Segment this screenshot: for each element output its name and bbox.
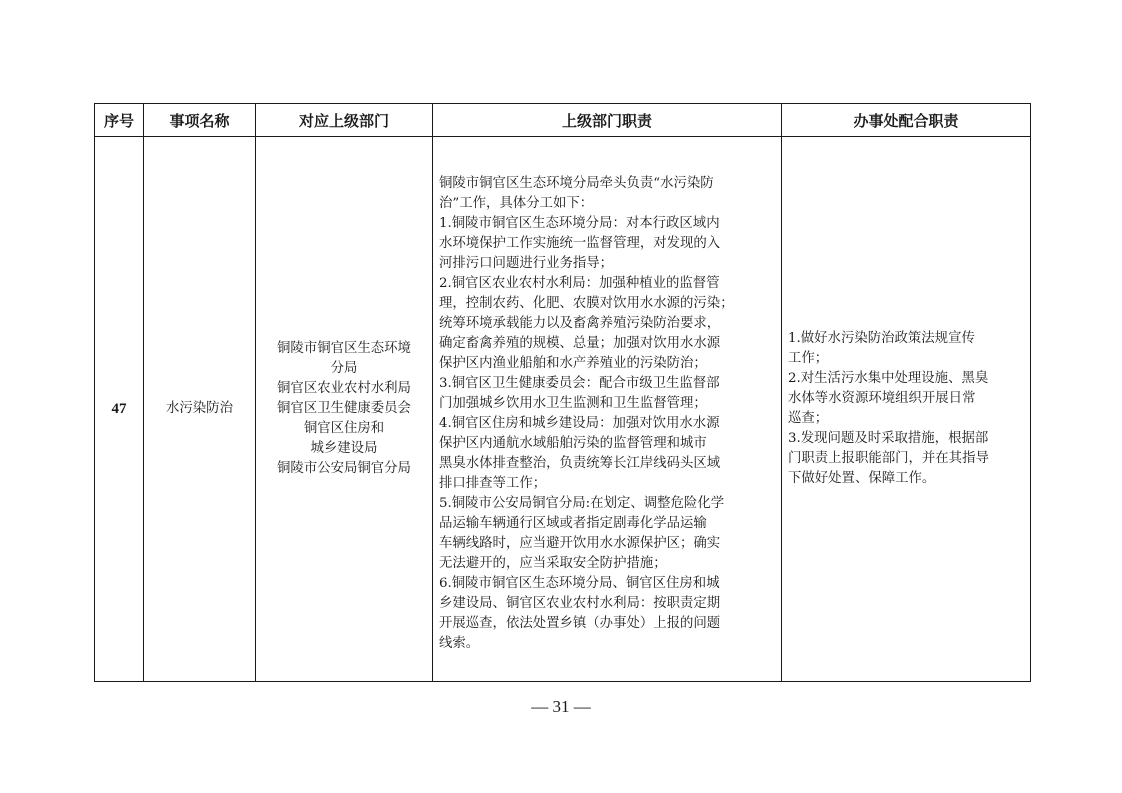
duty-line: 确定畜禽养殖的规模、总量；加强对饮用水水源 [439, 336, 721, 351]
department-line: 铜陵市公安局铜官分局 [277, 461, 411, 476]
duty-line: 品运输车辆通行区域或者指定剧毒化学品运输 [439, 516, 707, 531]
superior-duties-cell [433, 137, 782, 682]
duty-line: 黑臭水体排查整治，负责统筹长江岸线码头区域 [439, 456, 721, 471]
header-office-duties: 办事处配合职责 [782, 104, 1031, 137]
duty-line: 水环境保护工作实施统一监督管理，对发现的入 [439, 236, 721, 251]
item-name: 水污染防治 [144, 137, 256, 682]
office-duty-line: 3.发现问题及时采取措施，根据部 [788, 431, 989, 446]
department-line: 分局 [330, 361, 358, 376]
duty-line: 6.铜陵市铜官区生态环境分局、铜官区住房和城 [439, 576, 720, 591]
duty-line: 铜陵市铜官区生态环境分局牵头负责“水污染防 [439, 176, 714, 191]
duty-line: 保护区内渔业船舶和水产养殖业的污染防治； [439, 356, 707, 371]
office-duty-line: 水体等水资源环境组织开展日常 [788, 391, 976, 406]
departments-cell [256, 137, 433, 682]
duty-line: 线索。 [439, 636, 480, 651]
table-row [95, 137, 1031, 682]
duty-line: 3.铜官区卫生健康委员会：配合市级卫生监督部 [439, 376, 720, 391]
page-number: — 31 — [531, 697, 591, 716]
superior-duties-text [439, 164, 775, 654]
duty-line: 保护区内通航水域船舶污染的监督管理和城市 [439, 436, 707, 451]
department-line: 铜官区农业农村水利局 [277, 381, 411, 396]
duty-line: 无法避开的，应当采取安全防护措施； [439, 556, 667, 571]
duty-line: 治”工作，具体分工如下： [439, 196, 594, 211]
header-superior-duties: 上级部门职责 [433, 104, 782, 137]
duty-line: 开展巡查，依法处置乡镇（办事处）上报的问题 [439, 616, 721, 631]
department-line: 城乡建设局 [310, 441, 378, 456]
office-duty-line: 1.做好水污染防治政策法规宣传 [788, 331, 975, 346]
duty-line: 门加强城乡饮用水卫生监测和卫生监督管理； [439, 396, 707, 411]
header-row [95, 104, 1031, 137]
office-duty-line: 下做好处置、保障工作。 [788, 471, 936, 486]
duty-line: 河排污口问题进行业务指导； [439, 256, 614, 271]
duty-line: 统筹环境承载能力以及畜禽养殖污染防治要求， [439, 316, 721, 331]
duty-line: 5.铜陵市公安局铜官分局:在划定、调整危险化学 [439, 496, 725, 511]
duty-line: 排口排查等工作； [439, 476, 547, 491]
office-duty-line: 巡查； [788, 411, 829, 426]
header-item-name: 事项名称 [144, 104, 256, 137]
duty-line: 理，控制农药、化肥、农膜对饮用水水源的污染； [439, 296, 734, 311]
department-line: 铜官区卫生健康委员会 [277, 401, 411, 416]
duty-line: 车辆线路时，应当避开饮用水水源保护区；确实 [439, 536, 721, 551]
office-duties-cell [782, 137, 1031, 682]
header-superior-department: 对应上级部门 [256, 104, 433, 137]
office-duty-line: 工作； [788, 351, 829, 366]
duty-table [94, 103, 1031, 682]
row-number: 47 [95, 137, 144, 682]
office-duty-line: 2.对生活污水集中处理设施、黑臭 [788, 371, 989, 386]
department-line: 铜官区住房和 [303, 421, 385, 436]
office-duty-line: 门职责上报职能部门，并在其指导 [788, 451, 989, 466]
department-line: 铜陵市铜官区生态环境 [277, 341, 411, 356]
duty-line: 4.铜官区住房和城乡建设局：加强对饮用水水源 [439, 416, 720, 431]
duty-line: 乡建设局、铜官区农业农村水利局：按职责定期 [439, 596, 721, 611]
duty-line: 1.铜陵市铜官区生态环境分局：对本行政区域内 [439, 216, 720, 231]
duty-line: 2.铜官区农业农村水利局：加强种植业的监督管 [439, 276, 720, 291]
header-number: 序号 [95, 104, 144, 137]
